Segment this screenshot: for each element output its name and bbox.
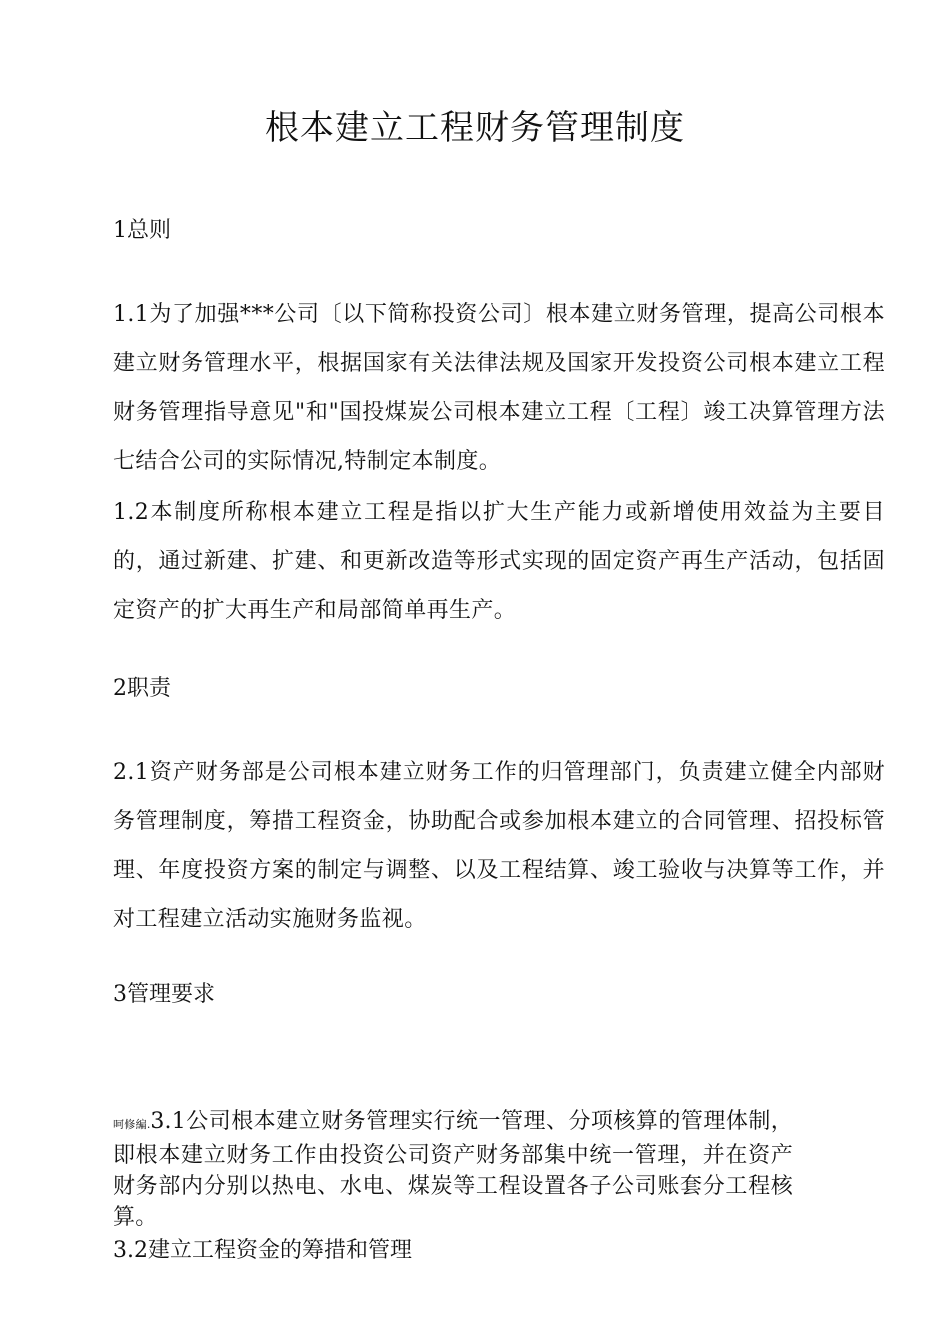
section-3-2-heading: 3.2建立工程资金的筹措和管理	[113, 1238, 412, 1263]
paragraph-2-1: 2.1资产财务部是公司根本建立财务工作的归管理部门，负责建立健全内部财务管理制度，筹措工程资金，协助配合或参加根本建立的合同管理、招投标管理、年度投资方案的制定与调整、以及工程结算、竣工验收与决算等工作，并对工程建立活动实施财务监视。	[113, 760, 885, 932]
paragraph-3-1-text: 3.1公司根本建立财务管理实行统一管理、分项核算的管理体制，即根本建立财务工作由投资公司资产财务部集中统一管理，并在资产财务部内分别以热电、水电、煤炭等工程设置各子公司账套分工程核算。	[113, 1109, 793, 1230]
paragraph-1-1: 1.1为了加强***公司〔以下简称投资公司〕根本建立财务管理，提高公司根本建立财务管理水平，根据国家有关法律法规及国家开发投资公司根本建立工程财务管理指导意见"和"国投煤炭公司根本建立工程〔工程〕竣工决算管理方法七结合公司的实际情况,特制定本制度。	[113, 302, 885, 474]
paragraph-1-2: 1.2本制度所称根本建立工程是指以扩大生产能力或新增使用效益为主要目的，通过新建、扩建、和更新改造等形式实现的固定资产再生产活动，包括固定资产的扩大再生产和局部简单再生产。	[113, 500, 885, 623]
paragraph-3-1	[113, 1106, 793, 1233]
section-1-heading: 1总则	[113, 218, 171, 243]
document-title: 根本建立工程财务管理制度	[265, 108, 685, 148]
section-3-heading: 3管理要求	[113, 982, 215, 1007]
margin-note: 呵修編.	[113, 1118, 151, 1131]
section-2-heading: 2职责	[113, 676, 171, 701]
